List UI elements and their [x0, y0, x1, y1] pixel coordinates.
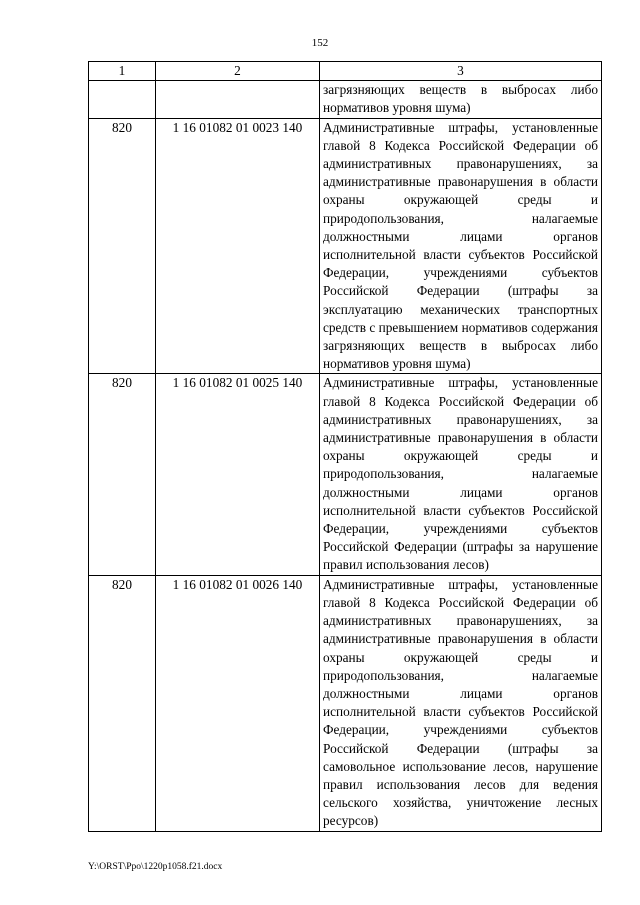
budget-code: 1 16 01082 01 0025 140 [156, 374, 320, 575]
table-row [89, 118, 602, 374]
table-header-row [89, 62, 602, 81]
budget-code: 1 16 01082 01 0023 140 [156, 118, 320, 374]
income-description: Административные штрафы, установленные главой 8 Кодекса Российской Федерации об административных правонарушениях, за административные правонарушения в области охраны окружающей среды и природопользования, налагаемые должностными лицами органов исполнительной власти субъектов Российской Федерации, учреждениями субъектов Российской Федерации (штрафы за самовольное использование лесов, нарушение правил использования лесов для ведения сельского хозяйства, уничтожение лесных ресурсов) [320, 575, 602, 831]
table-row-continuation [89, 81, 602, 118]
continuation-text: загрязняющих веществ в выбросах либо нормативов уровня шума) [320, 81, 602, 118]
page-number: 152 [311, 37, 329, 49]
budget-code: 1 16 01082 01 0026 140 [156, 575, 320, 831]
column-header-2: 2 [156, 62, 320, 81]
income-description: Административные штрафы, установленные главой 8 Кодекса Российской Федерации об административных правонарушениях, за административные правонарушения в области охраны окружающей среды и природопользования, налагаемые должностными лицами органов исполнительной власти субъектов Российской Федерации, учреждениями субъектов Российской Федерации (штрафы за нарушение правил использования лесов) [320, 374, 602, 575]
admin-code: 820 [89, 374, 156, 575]
footer-file-path: Y:\ORST\Ppo\1220p1058.f21.docx [88, 862, 223, 872]
table-row [89, 374, 602, 575]
income-description: Административные штрафы, установленные главой 8 Кодекса Российской Федерации об административных правонарушениях, за административные правонарушения в области охраны окружающей среды и природопользования, налагаемые должностными лицами органов исполнительной власти субъектов Российской Федерации, учреждениями субъектов Российской Федерации (штрафы за эксплуатацию механических транспортных средств с превышением нормативов содержания загрязняющих веществ в выбросах либо нормативов уровня шума) [320, 118, 602, 374]
admin-code: 820 [89, 118, 156, 374]
admin-code: 820 [89, 575, 156, 831]
column-header-3: 3 [320, 62, 602, 81]
column-header-1: 1 [89, 62, 156, 81]
table-row [89, 575, 602, 831]
continuation-cell-1 [89, 81, 156, 118]
continuation-cell-2 [156, 81, 320, 118]
budget-codes-table [88, 61, 602, 832]
